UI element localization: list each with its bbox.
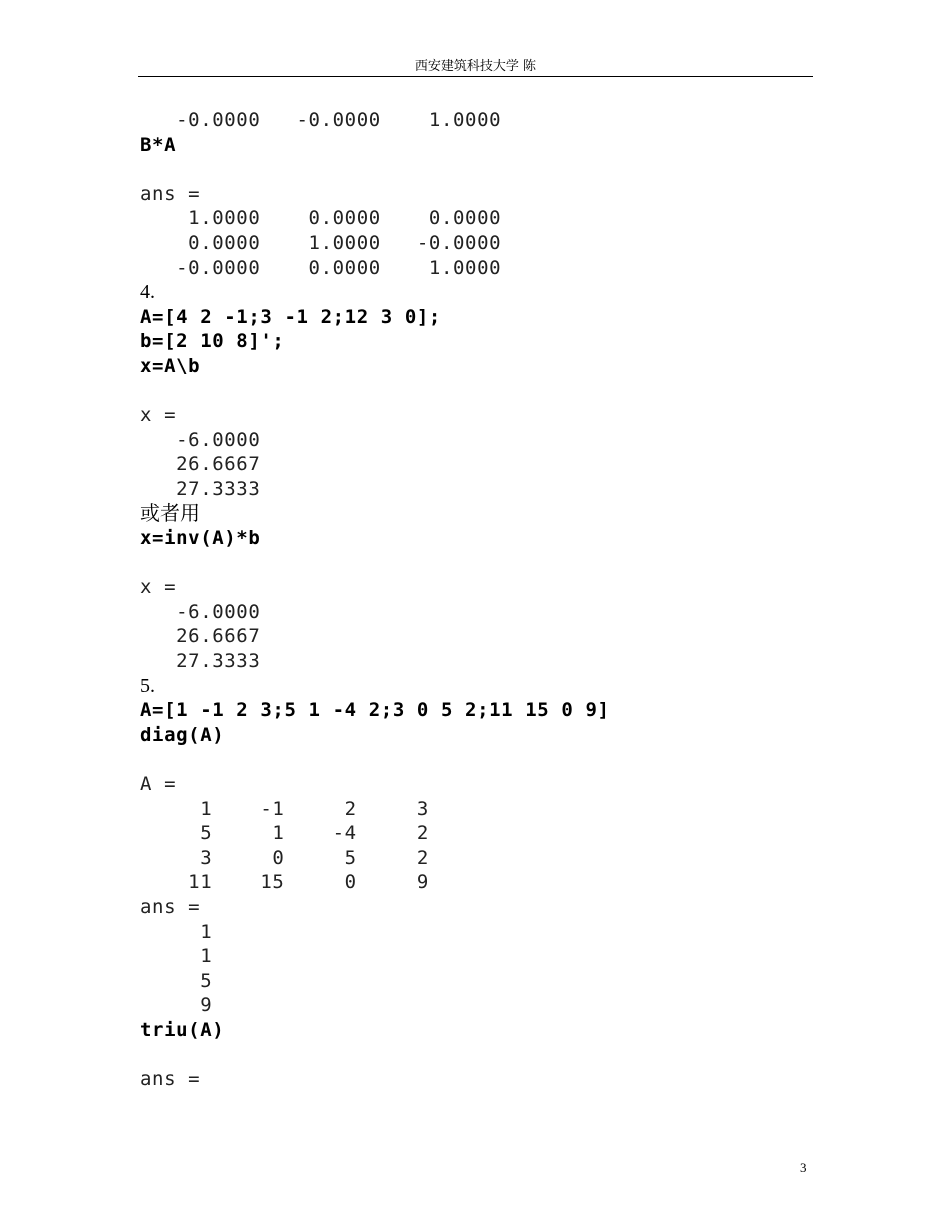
output-line bbox=[140, 551, 820, 576]
output-line: -6.0000 bbox=[140, 600, 261, 623]
page-number: 3 bbox=[800, 1160, 807, 1175]
output-line: 26.6667 bbox=[140, 453, 261, 476]
text-line: 5. bbox=[140, 674, 155, 697]
command-line: diag(A) bbox=[140, 723, 225, 746]
text-line: 或者用 bbox=[140, 502, 200, 525]
output-line: -6.0000 bbox=[140, 428, 261, 451]
command-line: A=[1 -1 2 3;5 1 -4 2;3 0 5 2;11 15 0 9] bbox=[140, 699, 610, 722]
output-line: 1 -1 2 3 bbox=[140, 797, 429, 820]
command-line: x=inv(A)*b bbox=[140, 527, 261, 550]
output-line: -0.0000 0.0000 1.0000 bbox=[140, 256, 502, 279]
output-line: -0.0000 -0.0000 1.0000 bbox=[140, 109, 502, 131]
output-line: 5 bbox=[140, 969, 213, 992]
command-line: triu(A) bbox=[140, 1018, 225, 1041]
output-line: 27.3333 bbox=[140, 477, 261, 500]
header-text: 西安建筑科技大学 陈 bbox=[414, 59, 537, 74]
output-line: 1 bbox=[140, 945, 213, 968]
output-line: A = bbox=[140, 773, 177, 796]
output-line: ans = bbox=[140, 182, 201, 205]
output-line: ans = bbox=[140, 1068, 201, 1091]
output-line: 27.3333 bbox=[140, 650, 261, 673]
output-line: 1 bbox=[140, 920, 213, 943]
output-line: 3 0 5 2 bbox=[140, 846, 429, 869]
output-line: 11 15 0 9 bbox=[140, 871, 429, 894]
document-body bbox=[140, 108, 820, 1092]
output-line: x = bbox=[140, 576, 177, 599]
output-line: 0.0000 1.0000 -0.0000 bbox=[140, 231, 502, 254]
command-line: x=A\b bbox=[140, 354, 201, 377]
output-line bbox=[140, 379, 820, 404]
output-line: 5 1 -4 2 bbox=[140, 822, 429, 845]
output-line bbox=[140, 1043, 820, 1068]
command-line: b=[2 10 8]'; bbox=[140, 330, 285, 353]
command-line: A=[4 2 -1;3 -1 2;12 3 0]; bbox=[140, 305, 441, 328]
output-line: 1.0000 0.0000 0.0000 bbox=[140, 207, 502, 230]
text-line: 4. bbox=[140, 281, 155, 304]
output-line bbox=[140, 747, 820, 772]
output-line bbox=[140, 157, 820, 182]
output-line: ans = bbox=[140, 896, 201, 918]
output-line: 9 bbox=[140, 994, 213, 1017]
command-line: B*A bbox=[140, 133, 177, 156]
page-header bbox=[138, 58, 813, 77]
output-line: x = bbox=[140, 404, 177, 427]
output-line: 26.6667 bbox=[140, 625, 261, 648]
